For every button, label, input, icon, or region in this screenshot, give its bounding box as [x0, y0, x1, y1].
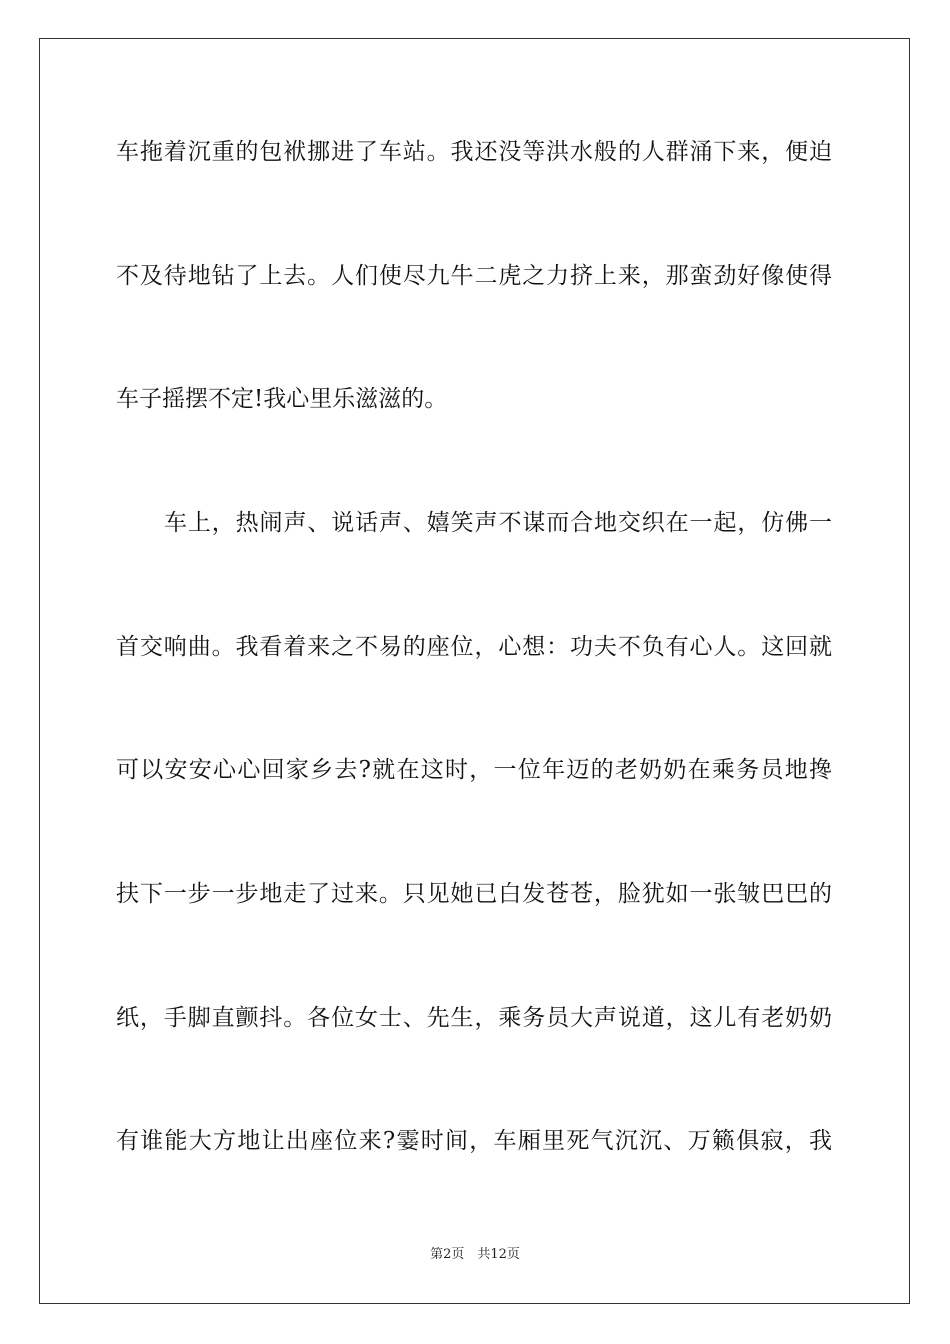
- body-text-line: 有谁能大方地让出座位来?霎时间，车厢里死气沉沉、万籁俱寂，我: [116, 1128, 832, 1154]
- body-text-line: 车子摇摆不定!我心里乐滋滋的。: [116, 386, 448, 412]
- page-border: [39, 38, 910, 1304]
- body-text-line: 纸，手脚直颤抖。各位女士、先生，乘务员大声说道，这儿有老奶奶: [116, 1005, 832, 1031]
- body-text-line: 首交响曲。我看着来之不易的座位，心想：功夫不负有心人。这回就: [116, 634, 832, 660]
- page-number-footer: 第2页 共12页: [430, 1247, 520, 1262]
- body-text-line: 扶下一步一步地走了过来。只见她已白发苍苍，脸犹如一张皱巴巴的: [116, 881, 832, 907]
- body-text-line: 车拖着沉重的包袱挪进了车站。我还没等洪水般的人群涌下来，便迫: [116, 139, 832, 165]
- body-text-line: 可以安安心心回家乡去?就在这时，一位年迈的老奶奶在乘务员地搀: [116, 757, 832, 783]
- body-text-line: 车上，热闹声、说话声、嬉笑声不谋而合地交织在一起，仿佛一: [164, 510, 832, 536]
- body-text-line: 不及待地钻了上去。人们使尽九牛二虎之力挤上来，那蛮劲好像使得: [116, 263, 832, 289]
